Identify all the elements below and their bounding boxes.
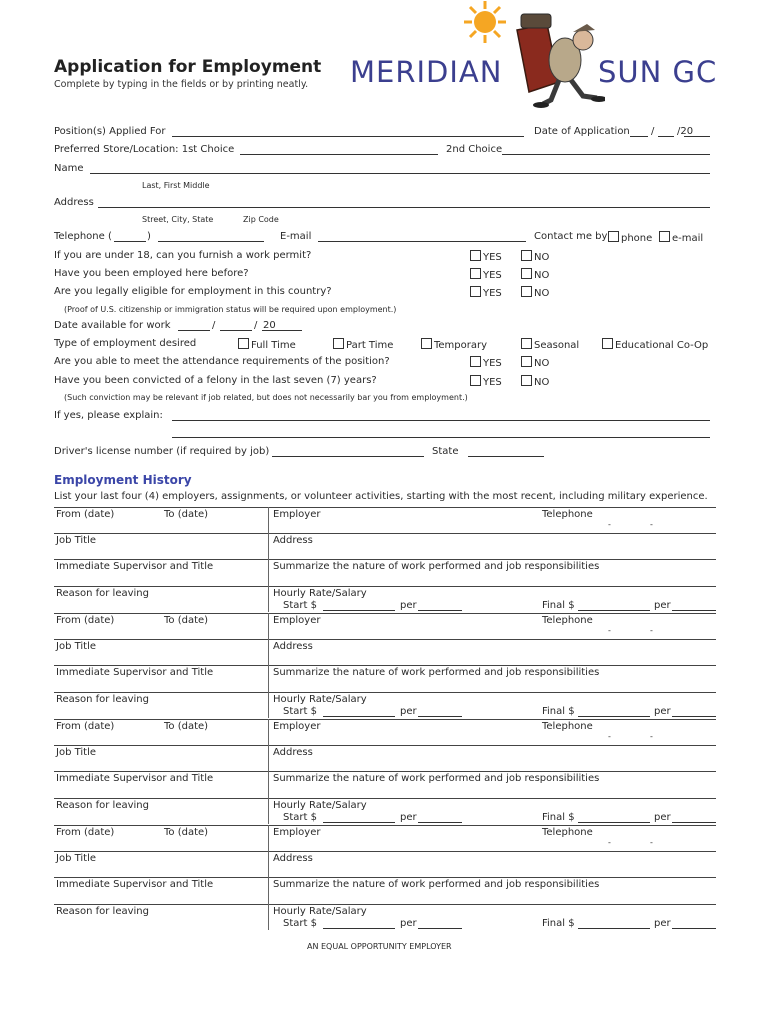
final-per-label: per: [654, 600, 671, 611]
available-day-field[interactable]: [220, 330, 252, 331]
brand-right: SUN GC: [598, 55, 718, 89]
employer-label[interactable]: Employer: [273, 827, 321, 838]
employer-row-line: [54, 877, 716, 878]
full-time-checkbox[interactable]: [238, 338, 249, 349]
to-date-label[interactable]: To (date): [164, 827, 209, 838]
contact-email-checkbox[interactable]: [659, 231, 670, 242]
felony-yes[interactable]: [470, 375, 502, 388]
area-code-field[interactable]: [114, 241, 146, 242]
address-label: Address: [54, 197, 94, 208]
proof-note: (Proof of U.S. citizenship or immigration status will be required upon employment.): [64, 305, 397, 314]
legally-eligible-no[interactable]: [521, 286, 549, 299]
seasonal-checkbox[interactable]: [521, 338, 532, 349]
contact-email-option[interactable]: [659, 231, 703, 244]
start-per-field[interactable]: [418, 610, 462, 611]
to-date-label[interactable]: To (date): [164, 509, 209, 520]
employment-history-intro: List your last four (4) employers, assignments, or volunteer activities, starting with the most recent, including military experience.: [54, 491, 708, 502]
final-pay-field[interactable]: [578, 928, 650, 929]
part-time-text: Part Time: [346, 340, 394, 351]
no-text: NO: [534, 377, 550, 388]
to-date-label[interactable]: To (date): [164, 721, 209, 732]
final-pay-field[interactable]: [578, 716, 650, 717]
phone-dash: -: [608, 732, 611, 741]
responsibilities-label[interactable]: Summarize the nature of work performed and job responsibilities: [273, 561, 600, 572]
employer-block-top-line: [54, 613, 716, 614]
start-pay-label: Start $: [283, 918, 317, 929]
work-permit-no[interactable]: [521, 250, 549, 263]
responsibilities-label[interactable]: Summarize the nature of work performed and job responsibilities: [273, 773, 600, 784]
telephone-paren: ): [147, 231, 151, 242]
date-available-label: Date available for work: [54, 320, 171, 331]
application-slash: /: [651, 126, 655, 137]
no-text: NO: [534, 288, 550, 299]
explain-label: If yes, please explain:: [54, 410, 163, 421]
final-pay-label: Final $: [542, 600, 575, 611]
question-work-permit: If you are under 18, can you furnish a work permit?: [54, 250, 312, 261]
employer-address-label[interactable]: Address: [273, 641, 313, 652]
felony-no-checkbox[interactable]: [521, 375, 532, 386]
full-time-text: Full Time: [251, 340, 296, 351]
seasonal-text: Seasonal: [534, 340, 580, 351]
email-field[interactable]: [318, 241, 526, 242]
attendance-no-checkbox[interactable]: [521, 356, 532, 367]
type-label: Type of employment desired: [54, 338, 197, 349]
brand-left: MERIDIAN: [350, 55, 503, 89]
reason-for-leaving-label[interactable]: Reason for leaving: [56, 588, 149, 599]
phone-dash: -: [608, 838, 611, 847]
attendance-no[interactable]: [521, 356, 549, 369]
final-per-label: per: [654, 706, 671, 717]
phone-dash: -: [608, 626, 611, 635]
work-permit-no-checkbox[interactable]: [521, 250, 532, 261]
address-hint-zip: Zip Code: [243, 215, 279, 224]
preferred-store-label: Preferred Store/Location: 1st Choice: [54, 144, 235, 155]
employer-column-divider: [268, 825, 269, 930]
final-per-label: per: [654, 812, 671, 823]
available-year-prefix: 20: [263, 320, 276, 331]
felony-yes-checkbox[interactable]: [470, 375, 481, 386]
application-year-field[interactable]: [684, 136, 710, 137]
start-per-label: per: [400, 918, 417, 929]
type-full-time[interactable]: [238, 338, 296, 351]
employed-before-yes[interactable]: [470, 268, 502, 281]
employment-history-heading: Employment History: [54, 473, 192, 487]
contact-phone-text: phone: [621, 233, 653, 244]
responsibilities-label[interactable]: Summarize the nature of work performed and job responsibilities: [273, 667, 600, 678]
start-pay-field[interactable]: [323, 822, 395, 823]
job-title-label[interactable]: Job Title: [56, 535, 97, 546]
start-per-label: per: [400, 706, 417, 717]
employer-row-line: [54, 745, 716, 746]
name-field[interactable]: [90, 173, 710, 174]
part-time-checkbox[interactable]: [333, 338, 344, 349]
final-per-field[interactable]: [672, 610, 716, 611]
start-pay-label: Start $: [283, 812, 317, 823]
legally-eligible-no-checkbox[interactable]: [521, 286, 532, 297]
page-title: Application for Employment: [54, 57, 322, 77]
employer-row-line: [54, 851, 716, 852]
start-pay-field[interactable]: [323, 928, 395, 929]
supervisor-label[interactable]: Immediate Supervisor and Title: [56, 667, 214, 678]
final-per-label: per: [654, 918, 671, 929]
email-label: E-mail: [280, 231, 312, 242]
no-text: NO: [534, 252, 550, 263]
supervisor-label[interactable]: Immediate Supervisor and Title: [56, 561, 214, 572]
reason-for-leaving-label[interactable]: Reason for leaving: [56, 906, 149, 917]
from-date-label[interactable]: From (date): [56, 827, 115, 838]
positions-label: Position(s) Applied For: [54, 126, 166, 137]
hourly-rate-label: Hourly Rate/Salary: [273, 906, 367, 917]
available-year-field[interactable]: [262, 330, 302, 331]
from-date-label[interactable]: From (date): [56, 509, 115, 520]
supervisor-label[interactable]: Immediate Supervisor and Title: [56, 773, 214, 784]
explain-field[interactable]: [172, 420, 710, 421]
telephone-field[interactable]: [158, 241, 264, 242]
first-choice-field[interactable]: [240, 154, 438, 155]
telephone-label: Telephone (: [54, 231, 112, 242]
yes-text: YES: [483, 377, 502, 388]
responsibilities-label[interactable]: Summarize the nature of work performed and job responsibilities: [273, 879, 600, 890]
contact-phone-option[interactable]: [608, 231, 652, 244]
employer-label[interactable]: Employer: [273, 721, 321, 732]
employer-row-line: [54, 798, 716, 799]
legally-eligible-yes[interactable]: [470, 286, 502, 299]
application-month-field[interactable]: [630, 136, 648, 137]
name-label: Name: [54, 163, 84, 174]
no-text: NO: [534, 270, 550, 281]
job-title-label[interactable]: Job Title: [56, 747, 97, 758]
phone-dash: -: [608, 520, 611, 529]
final-pay-field[interactable]: [578, 822, 650, 823]
yes-text: YES: [483, 288, 502, 299]
employer-label[interactable]: Employer: [273, 509, 321, 520]
date-of-application-label: Date of Application: [534, 126, 630, 137]
work-permit-yes[interactable]: [470, 250, 502, 263]
eoe-footer: AN EQUAL OPPORTUNITY EMPLOYER: [307, 942, 452, 951]
phone-dash: -: [650, 732, 653, 741]
work-permit-yes-checkbox[interactable]: [470, 250, 481, 261]
employer-row-line: [54, 586, 716, 587]
address-hint-city: Street, City, State: [142, 215, 214, 224]
attendance-yes-checkbox[interactable]: [470, 356, 481, 367]
final-per-field[interactable]: [672, 716, 716, 717]
type-educational-coop[interactable]: [602, 338, 708, 351]
employer-block-top-line: [54, 825, 716, 826]
final-pay-label: Final $: [542, 918, 575, 929]
employer-column-divider: [268, 719, 269, 824]
start-pay-label: Start $: [283, 600, 317, 611]
available-slash-1: /: [212, 320, 216, 331]
job-title-label[interactable]: Job Title: [56, 853, 97, 864]
employer-row-line: [54, 533, 716, 534]
start-per-field[interactable]: [418, 822, 462, 823]
start-per-field[interactable]: [418, 928, 462, 929]
to-date-label[interactable]: To (date): [164, 615, 209, 626]
from-date-label[interactable]: From (date): [56, 721, 115, 732]
from-date-label[interactable]: From (date): [56, 615, 115, 626]
legally-eligible-yes-checkbox[interactable]: [470, 286, 481, 297]
positions-field[interactable]: [172, 136, 524, 137]
employer-row-line: [54, 665, 716, 666]
employer-row-line: [54, 904, 716, 905]
second-choice-label: 2nd Choice: [446, 144, 503, 155]
employer-telephone-label[interactable]: Telephone: [542, 721, 593, 732]
second-choice-field[interactable]: [502, 154, 710, 155]
employer-address-label[interactable]: Address: [273, 747, 313, 758]
phone-dash: -: [650, 520, 653, 529]
type-temporary[interactable]: [421, 338, 487, 351]
question-attendance: Are you able to meet the attendance requirements of the position?: [54, 356, 390, 367]
employed-before-no[interactable]: [521, 268, 549, 281]
address-field[interactable]: [98, 207, 710, 208]
employer-block-top-line: [54, 719, 716, 720]
hourly-rate-label: Hourly Rate/Salary: [273, 694, 367, 705]
start-per-label: per: [400, 600, 417, 611]
employed-before-no-checkbox[interactable]: [521, 268, 532, 279]
employed-before-yes-checkbox[interactable]: [470, 268, 481, 279]
employer-telephone-label[interactable]: Telephone: [542, 615, 593, 626]
employer-column-divider: [268, 507, 269, 612]
available-slash-2: /: [254, 320, 258, 331]
no-text: NO: [534, 358, 550, 369]
attendance-yes[interactable]: [470, 356, 502, 369]
phone-dash: -: [650, 838, 653, 847]
license-label: Driver's license number (if required by job): [54, 446, 270, 457]
employer-address-label[interactable]: Address: [273, 535, 313, 546]
start-per-label: per: [400, 812, 417, 823]
reason-for-leaving-label[interactable]: Reason for leaving: [56, 800, 149, 811]
question-felony: Have you been convicted of a felony in the last seven (7) years?: [54, 375, 377, 386]
final-per-field[interactable]: [672, 822, 716, 823]
final-pay-label: Final $: [542, 706, 575, 717]
application-day-field[interactable]: [658, 136, 674, 137]
page-subtitle: Complete by typing in the fields or by printing neatly.: [54, 79, 309, 90]
golfer-logo-icon: [455, 0, 605, 112]
type-part-time[interactable]: [333, 338, 393, 351]
contact-phone-checkbox[interactable]: [608, 231, 619, 242]
application-year: /20: [677, 126, 694, 137]
final-pay-field[interactable]: [578, 610, 650, 611]
start-pay-label: Start $: [283, 706, 317, 717]
felony-no[interactable]: [521, 375, 549, 388]
employer-row-line: [54, 639, 716, 640]
employer-block-top-line: [54, 507, 716, 508]
available-month-field[interactable]: [178, 330, 210, 331]
contact-email-text: e-mail: [672, 233, 704, 244]
license-state-label: State: [432, 446, 459, 457]
temporary-checkbox[interactable]: [421, 338, 432, 349]
employer-telephone-label[interactable]: Telephone: [542, 509, 593, 520]
type-seasonal[interactable]: [521, 338, 579, 351]
start-pay-field[interactable]: [323, 610, 395, 611]
hourly-rate-label: Hourly Rate/Salary: [273, 800, 367, 811]
license-field[interactable]: [272, 456, 424, 457]
yes-text: YES: [483, 358, 502, 369]
educational-coop-text: Educational Co-Op: [615, 340, 709, 351]
start-per-field[interactable]: [418, 716, 462, 717]
yes-text: YES: [483, 252, 502, 263]
question-employed-before: Have you been employed here before?: [54, 268, 249, 279]
employer-label[interactable]: Employer: [273, 615, 321, 626]
employer-address-label[interactable]: Address: [273, 853, 313, 864]
employer-column-divider: [268, 613, 269, 718]
employer-row-line: [54, 692, 716, 693]
reason-for-leaving-label[interactable]: Reason for leaving: [56, 694, 149, 705]
explain-field-2[interactable]: [172, 437, 710, 438]
employer-row-line: [54, 559, 716, 560]
educational-coop-checkbox[interactable]: [602, 338, 613, 349]
employer-row-line: [54, 771, 716, 772]
start-pay-field[interactable]: [323, 716, 395, 717]
felony-note: (Such conviction may be relevant if job related, but does not necessarily bar you from employment.): [64, 393, 468, 402]
supervisor-label[interactable]: Immediate Supervisor and Title: [56, 879, 214, 890]
hourly-rate-label: Hourly Rate/Salary: [273, 588, 367, 599]
phone-dash: -: [650, 626, 653, 635]
employer-telephone-label[interactable]: Telephone: [542, 827, 593, 838]
final-per-field[interactable]: [672, 928, 716, 929]
question-legally-eligible: Are you legally eligible for employment in this country?: [54, 286, 332, 297]
yes-text: YES: [483, 270, 502, 281]
name-hint: Last, First Middle: [142, 181, 210, 190]
job-title-label[interactable]: Job Title: [56, 641, 97, 652]
contact-label: Contact me by: [534, 231, 608, 242]
temporary-text: Temporary: [434, 340, 488, 351]
final-pay-label: Final $: [542, 812, 575, 823]
license-state-field[interactable]: [468, 456, 544, 457]
